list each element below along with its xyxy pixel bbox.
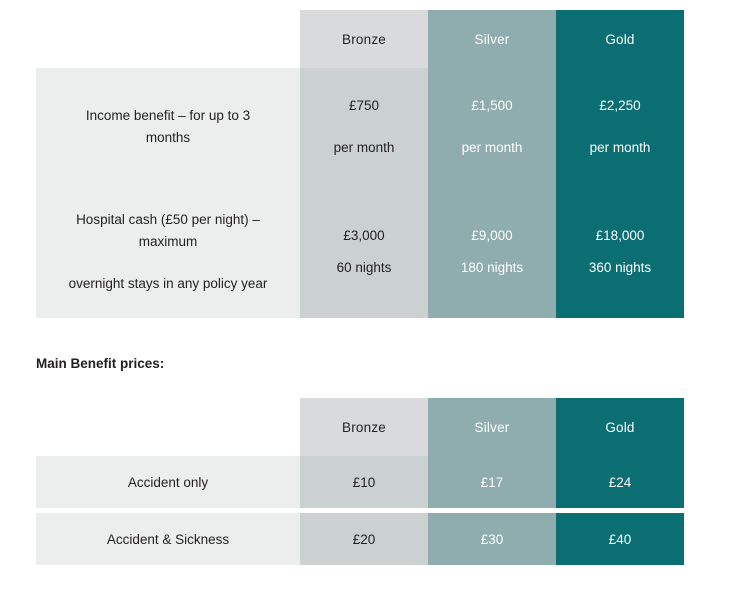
benefits-header-blank bbox=[36, 10, 300, 68]
benefits-row-1-silver-amount: £1,500 bbox=[471, 98, 513, 113]
benefits-header-silver: Silver bbox=[428, 10, 556, 68]
benefits-row-2-label-line-3: overnight stays in any policy year bbox=[68, 276, 268, 291]
benefits-table-header-row bbox=[36, 10, 684, 68]
benefits-row-2-gold-unit: 360 nights bbox=[588, 260, 652, 275]
prices-row-1-gold: £24 bbox=[556, 456, 684, 508]
benefits-row-1-gold-amount: £2,250 bbox=[599, 98, 641, 113]
benefits-header-gold: Gold bbox=[556, 10, 684, 68]
benefits-row-1-silver bbox=[428, 68, 556, 186]
benefits-row-1-silver-unit: per month bbox=[461, 140, 523, 155]
benefits-table-container bbox=[36, 10, 684, 318]
benefits-row-1-bronze-amount: £750 bbox=[348, 98, 380, 113]
benefits-row-1-gold bbox=[556, 68, 684, 186]
benefits-row-2-silver-amount: £9,000 bbox=[471, 228, 513, 243]
prices-table-container bbox=[36, 398, 684, 565]
benefits-table bbox=[36, 10, 684, 318]
prices-header-blank bbox=[36, 398, 300, 456]
benefits-row-1-gold-unit: per month bbox=[589, 140, 651, 155]
benefits-row-1-bronze bbox=[300, 68, 428, 186]
benefits-header-bronze: Bronze bbox=[300, 10, 428, 68]
prices-header-bronze: Bronze bbox=[300, 398, 428, 456]
benefits-row-1-label-line-2: months bbox=[145, 130, 191, 145]
benefits-row-2-silver-unit: 180 nights bbox=[460, 260, 524, 275]
table-row bbox=[36, 186, 684, 318]
benefits-row-2-label-line-1: Hospital cash (£50 per night) – bbox=[76, 212, 260, 227]
benefits-row-2-bronze bbox=[300, 186, 428, 318]
prices-row-2-gold: £40 bbox=[556, 513, 684, 565]
table-row bbox=[36, 456, 684, 508]
section-caption: Main Benefit prices: bbox=[36, 356, 165, 371]
benefits-row-1-label-line-1: Income benefit – for up to 3 bbox=[85, 108, 251, 123]
prices-row-2-silver: £30 bbox=[428, 513, 556, 565]
benefits-row-2-bronze-unit: 60 nights bbox=[336, 260, 392, 275]
prices-row-1-silver: £17 bbox=[428, 456, 556, 508]
prices-table-header-row bbox=[36, 398, 684, 456]
table-row bbox=[36, 68, 684, 186]
benefits-row-2-silver bbox=[428, 186, 556, 318]
benefits-row-2-gold-amount: £18,000 bbox=[595, 228, 645, 243]
benefits-row-1-label bbox=[36, 68, 300, 186]
benefits-row-2-gold bbox=[556, 186, 684, 318]
prices-header-silver: Silver bbox=[428, 398, 556, 456]
benefits-row-2-label bbox=[36, 186, 300, 318]
benefits-row-2-bronze-amount: £3,000 bbox=[343, 228, 385, 243]
benefits-row-2-label-line-2: maximum bbox=[138, 234, 198, 249]
prices-header-gold: Gold bbox=[556, 398, 684, 456]
prices-row-1-label: Accident only bbox=[36, 456, 300, 508]
prices-table bbox=[36, 398, 684, 565]
prices-row-1-bronze: £10 bbox=[300, 456, 428, 508]
table-row bbox=[36, 513, 684, 565]
prices-row-2-bronze: £20 bbox=[300, 513, 428, 565]
prices-row-2-label: Accident & Sickness bbox=[36, 513, 300, 565]
benefits-row-1-bronze-unit: per month bbox=[333, 140, 395, 155]
